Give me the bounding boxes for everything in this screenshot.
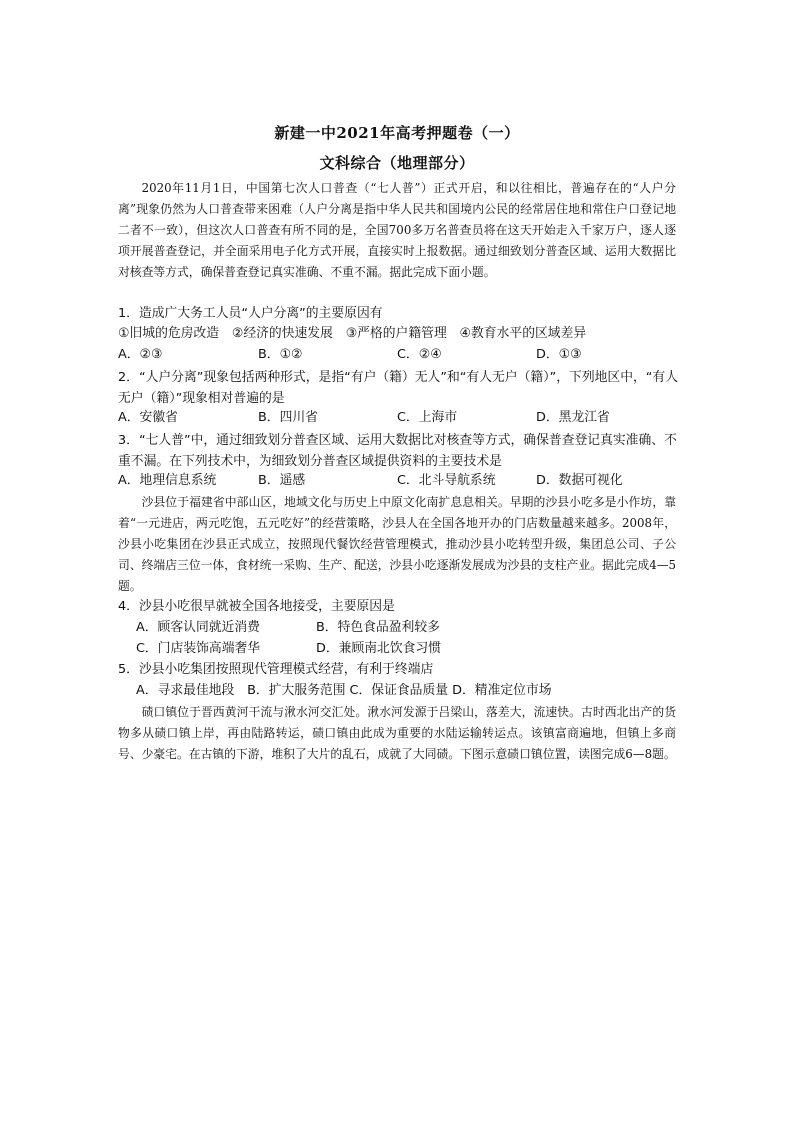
q3-option-c: C．北斗导航系统 [397,473,496,488]
q1-option-b: B．①② [258,347,303,362]
q2-option-c: C．上海市 [397,410,458,425]
q1-stem: 1．造成广大务工人员“人户分离”的主要原因有 [118,306,383,321]
q4-option-c: C．门店装饰高端奢华 [136,641,261,656]
q1-option-c: C．②④ [397,347,442,362]
exam-title: 新建一中2021年高考押题卷（一） [274,124,520,142]
q4-option-d: D．兼顾南北饮食习惯 [316,641,442,656]
q4-option-a: A．顾客认同就近消费 [136,620,260,635]
q2-stem: 2．“人户分离”现象包括两种形式，是指“有户（籍）无人”和“有人无户（籍）”，下列地区中，“有人无户（籍）”现象相对普遍的是 [118,370,679,406]
passage-qikou: 碛口镇位于晋西黄河干流与湫水河交汇处。湫水河发源于吕梁山，落差大，流速快。古时西北出产的货物多从碛口镇上岸，再由陆路转运，碛口镇由此成为重要的水陆运输转运点。该镇富商遍地，但镇上多商号、少豪宅。在古镇的下游，堆积了大片的乱石，成就了大同碛。下图示意碛口镇位置，读图完成6—8题。 [118,705,676,761]
q1-option-a: A．②③ [118,347,163,362]
exam-subtitle: 文科综合（地理部分） [319,154,475,172]
q3-option-a: A．地理信息系统 [118,473,217,488]
q2-option-b: B．四川省 [258,410,318,425]
q5-options: A．寻求最佳地段 B．扩大服务范围 C．保证食品质量 D．精准定位市场 [136,683,552,698]
q3-stem: 3．“七人普”中，通过细致划分普查区域、运用大数据比对核查等方式，确保普查登记真实准确、不重不漏。在下列技术中，为细致划分普查区域提供资料的主要技术是 [118,433,677,469]
q1-items: ①旧城的危房改造 ②经济的快速发展 ③严格的户籍管理 ④教育水平的区域差异 [118,326,587,341]
q3-option-d: D．数据可视化 [536,473,623,488]
q2-option-a: A．安徽省 [118,410,178,425]
passage-census: 2020年11月1日，中国第七次人口普查（“七人普”）正式开启，和以往相比，普遍存在的“人户分离”现象仍然为人口普查带来困难（人户分离是指中华人民共和国境内公民的经常居住地和常住户口登记地二者不一致），但这次人口普查有所不同的是，全国700多万名普查员将在这天开始走入千家万户，逐人逐项开展普查登记，并全面采用电子化方式开展，直接实时上报数据。通过细致划分普查区域、运用大数据比对核查等方式，确保普查登记真实准确、不重不漏。据此完成下面小题。 [118,181,676,279]
q1-option-d: D．①③ [536,347,582,362]
passage-shaxian: 沙县位于福建省中部山区，地域文化与历史上中原文化南扩息息相关。早期的沙县小吃多是小作坊，靠着“一元进店，两元吃饱，五元吃好”的经营策略，沙县人在全国各地开办的门店数量越来越多。2008年，沙县小吃集团在沙县正式成立，按照现代餐饮经营管理模式，推动沙县小吃转型升级，集团总公司、子公司、终端店三位一体，食材统一采购、生产、配送，沙县小吃逐渐发展成为沙县的支柱产业。据此完成4—5题。 [118,495,676,593]
q2-option-d: D．黑龙江省 [536,410,610,425]
q4-option-b: B．特色食品盈利较多 [316,620,440,635]
q5-stem: 5．沙县小吃集团按照现代管理模式经营，有利于终端店 [118,662,434,677]
q3-option-b: B．遥感 [258,473,306,488]
q4-stem: 4．沙县小吃很早就被全国各地接受，主要原因是 [118,599,395,614]
